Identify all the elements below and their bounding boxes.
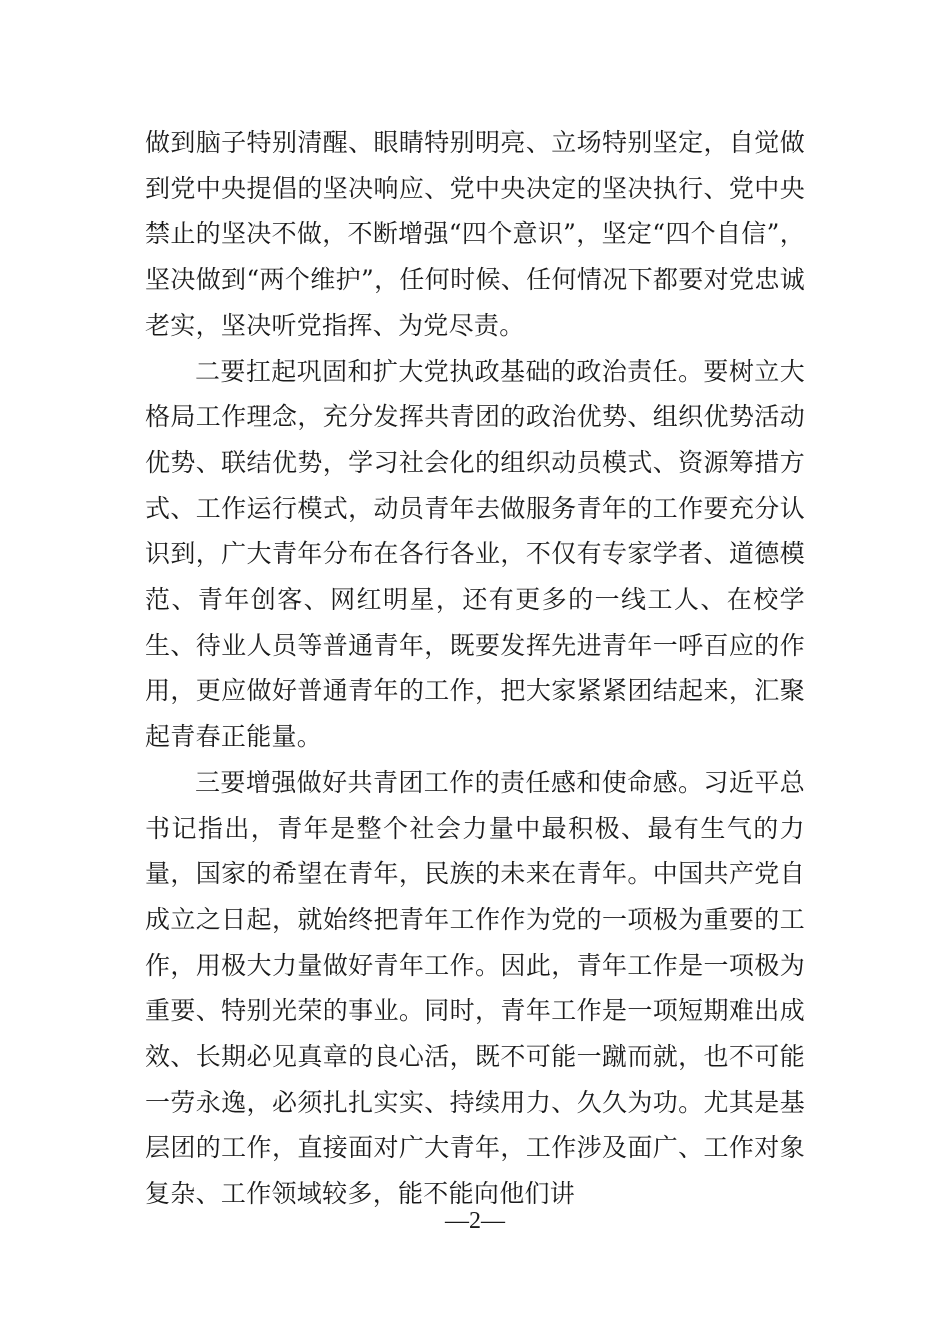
paragraph-1: 做到脑子特别清醒、眼睛特别明亮、立场特别坚定，自觉做到党中央提倡的坚决响应、党中央决定的坚决执行、党中央禁止的坚决不做，不断增强“四个意识”，坚定“四个自信”，坚决做到“两个维护”，任何时候、任何情况下都要对党忠诚老实，坚决听党指挥、为党尽责。	[145, 128, 805, 340]
paragraph-2: 二要扛起巩固和扩大党执政基础的政治责任。要树立大格局工作理念，充分发挥共青团的政治优势、组织优势活动优势、联结优势，学习社会化的组织动员模式、资源筹措方式、工作运行模式，动员青年去做服务青年的工作要充分认识到，广大青年分布在各行各业，不仅有专家学者、道德模范、青年创客、网红明星，还有更多的一线工人、在校学生、待业人员等普通青年，既要发挥先进青年一呼百应的作用，更应做好普通青年的工作，把大家紧紧团结起来，汇聚起青春正能量。	[145, 356, 805, 752]
paragraph-3: 三要增强做好共青团工作的责任感和使命感。习近平总书记指出，青年是整个社会力量中最积极、最有生气的力量，国家的希望在青年，民族的未来在青年。中国共产党自成立之日起，就始终把青年工作作为党的一项极为重要的工作，用极大力量做好青年工作。因此，青年工作是一项极为重要、特别光荣的事业。同时，青年工作是一项短期难出成效、长期必见真章的良心活，既不可能一蹴而就，也不可能一劳永逸，必须扎扎实实、持续用力、久久为功。尤其是基层团的工作，直接面对广大青年，工作涉及面广、工作对象复杂、工作领域较多，能不能向他们讲	[145, 767, 805, 1209]
document-body	[145, 120, 805, 1217]
page-number: —2—	[445, 1208, 505, 1234]
